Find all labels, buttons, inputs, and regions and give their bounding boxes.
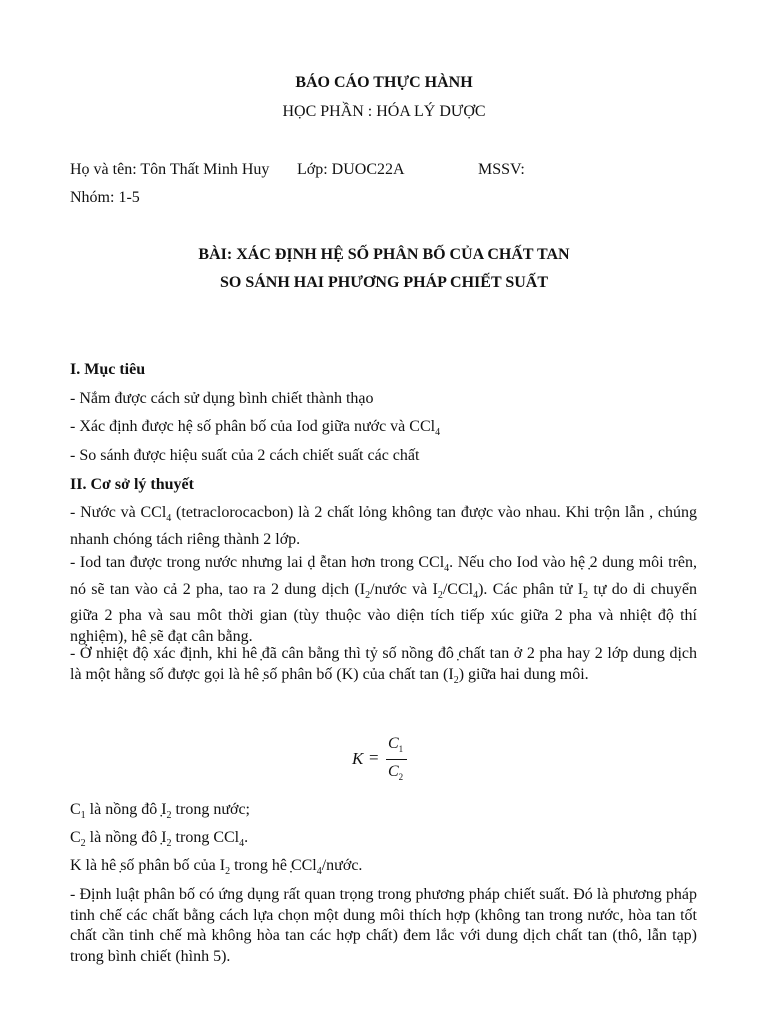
partition-coefficient-formula — [352, 735, 422, 785]
section-heading-theory: II. Cơ sở lý thuyết — [70, 476, 194, 493]
report-title: BÁO CÁO THỰC HÀNH — [295, 74, 473, 91]
student-id-label: MSSV: — [478, 161, 525, 178]
formula-denominator: $C_2$ — [388, 763, 404, 783]
definition-k: K là hê ̣số phân bố của $I_2$ trong hê ̣CCl$_4$/nước. — [70, 857, 363, 878]
formula-lhs: K — [352, 749, 364, 768]
theory-paragraph: - Ở nhiệt độ xác định, khi hê ̣đã cân bằng thì tỷ số nồng đô ̣chất tan ở 2 pha hay 2 lớp dung dịch là một hằng số được gọi là hê ̣số phân bố (K) của chất $\tan (I_2)$ giữa hai dung môi. — [70, 645, 697, 686]
objective-item: - Xác định được hệ số phân bố của Iod giữa nước và CCl$_4$ — [70, 418, 441, 439]
student-name: Họ và tên: Tôn Thất Minh Huy — [70, 161, 270, 178]
definition-c2: $C_2$ là nồng đô $̣I_2$ trong CCl$_4$. — [70, 829, 249, 850]
formula-equals: = — [369, 748, 379, 767]
objective-item: - Nắm được cách sử dụng bình chiết thành thạo — [70, 390, 374, 407]
section-heading-objectives: I. Mục tiêu — [70, 361, 146, 378]
lesson-title-line2: SO SÁNH HAI PHƯƠNG PHÁP CHIẾT SUẤT — [219, 274, 549, 291]
course-title: HỌC PHẦN : HÓA LÝ DƯỢC — [282, 103, 486, 120]
lesson-title-line1: BÀI: XÁC ĐỊNH HỆ SỐ PHÂN BỐ CỦA CHẤT TAN — [198, 246, 570, 263]
fraction-bar — [386, 759, 407, 760]
objective-item: - So sánh được hiệu suất của 2 cách chiết suất các chất — [70, 447, 420, 464]
definition-c1: $C_1$ là nồng đô $̣I_2$ trong nước; — [70, 801, 250, 822]
theory-paragraph: - Iod tan được trong nước nhưng lai ḍ ễtan hơn trong CCl$_4$. Nếu cho Iod vào hệ ̣2 dung môi trên, nó sẽ tan vào cả 2 pha, tao ra 2 dung dịch ($I_2$/nước và $I_2/CCl_4$). Các phân tử $I_2$ tự do di chuyển giữa 2 pha và sau môt thời gian (tùy thuộc vào diện tích tiếp xúc giữa 2 pha và nhiệt độ thí nghiệm), hê ̣sẽ đạt cân bằng. — [70, 554, 698, 645]
student-class: Lớp: DUOC22A — [297, 161, 405, 178]
theory-paragraph: - Định luật phân bố có ứng dụng rất quan trọng trong phương pháp chiết suất. Đó là phương pháp tinh chế các chất bằng cách lựa chọn một dung môi thích hợp (không tan trong nước, hòa tan tốt chất cần tinh chế mà không hòa tan các hợp chất) đem lắc với dung dịch chất tan (thô, lẫn tạp) trong bình chiết (hình 5). — [70, 886, 697, 965]
group-line: Nhóm: 1-5 — [70, 189, 140, 206]
formula-numerator: $C_1$ — [388, 735, 404, 755]
theory-paragraph: - Nước và CCl$_4$ (tetraclorocacbon) là 2 chất lỏng không tan được vào nhau. Khi trộn lẫn , chúng nhanh chóng tách riêng thành 2 lớp. — [70, 504, 697, 548]
